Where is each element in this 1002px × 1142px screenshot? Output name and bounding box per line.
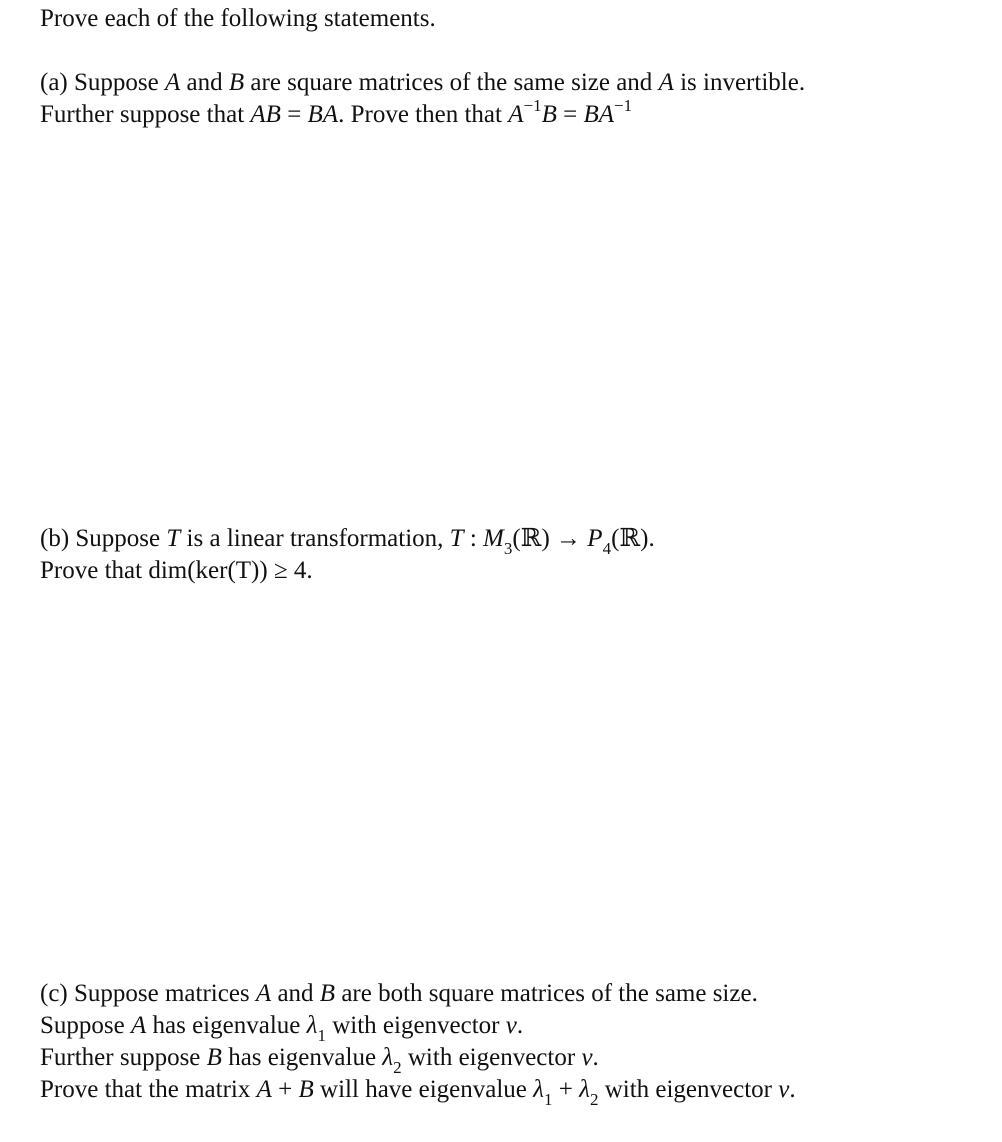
text: will have eigenvalue xyxy=(313,1076,534,1103)
text: (c) Suppose matrices xyxy=(40,980,256,1007)
text: . Prove then that xyxy=(338,101,509,128)
text: Further suppose xyxy=(40,1044,207,1071)
text: (a) Suppose xyxy=(40,69,165,96)
text: Further suppose that xyxy=(40,101,251,128)
inverse-exponent: −1 xyxy=(614,95,633,115)
subscript: 3 xyxy=(503,539,513,558)
text: Suppose xyxy=(40,1012,131,1039)
product-ba: BA xyxy=(583,101,615,128)
product-ba: BA xyxy=(307,101,339,128)
plus-sign: + xyxy=(552,1076,580,1103)
text: is a linear transformation, xyxy=(180,525,450,552)
polynomial-space-p: P xyxy=(587,525,603,552)
product-ab: AB xyxy=(250,101,281,128)
part-a-line-2 xyxy=(40,95,633,131)
part-c-line-3 xyxy=(40,1042,599,1077)
subscript: 4 xyxy=(602,539,612,558)
text: has eigenvalue xyxy=(221,1044,383,1071)
matrix-b: B xyxy=(319,980,336,1007)
period: . xyxy=(648,525,655,552)
matrix-b: B xyxy=(298,1076,314,1103)
text: (b) Suppose xyxy=(40,525,167,552)
matrix-a: A xyxy=(255,980,272,1007)
vector-v: v xyxy=(581,1044,593,1071)
real-field: (ℝ) xyxy=(611,525,649,552)
subscript: 2 xyxy=(589,1090,599,1109)
colon: : xyxy=(463,525,484,552)
lambda: λ xyxy=(533,1076,544,1103)
period: . xyxy=(789,1076,796,1103)
real-field: (ℝ) xyxy=(512,525,550,552)
text: are both square matrices of the same size. xyxy=(335,980,758,1007)
transformation-t: T xyxy=(166,525,181,552)
matrix-a: A xyxy=(164,69,181,96)
text: and xyxy=(271,980,320,1007)
matrix-b: B xyxy=(228,69,245,96)
intro-text: Prove each of the following statements. xyxy=(40,5,436,32)
part-b-line-2: Prove that dim(ker(T)) ≥ 4. xyxy=(40,557,313,584)
equals-sign: = xyxy=(280,101,308,128)
text: with eigenvector xyxy=(325,1012,506,1039)
text: has eigenvalue xyxy=(146,1012,307,1039)
plus-sign: + xyxy=(271,1076,299,1103)
part-a-line-1 xyxy=(40,67,805,99)
text: are square matrices of the same size and xyxy=(244,69,659,96)
vector-v: v xyxy=(505,1012,517,1039)
period: . xyxy=(516,1012,524,1039)
text: and xyxy=(180,69,229,96)
lambda: λ xyxy=(579,1076,590,1103)
equals-sign: = xyxy=(556,101,584,128)
part-b-line-1 xyxy=(40,523,655,558)
matrix-a: A xyxy=(658,69,674,96)
text: with eigenvector xyxy=(598,1076,779,1103)
subscript: 2 xyxy=(393,1058,402,1077)
matrix-a: A xyxy=(508,101,524,128)
matrix-space-m: M xyxy=(483,525,504,552)
text: with eigenvector xyxy=(401,1044,582,1071)
part-c-line-2 xyxy=(40,1010,524,1045)
matrix-b: B xyxy=(541,101,557,128)
subscript: 1 xyxy=(317,1026,326,1045)
matrix-b: B xyxy=(206,1044,222,1071)
inverse-exponent: −1 xyxy=(523,95,542,115)
lambda: λ xyxy=(306,1012,318,1039)
part-c-line-1 xyxy=(40,978,758,1010)
lambda: λ xyxy=(382,1044,394,1071)
matrix-a: A xyxy=(256,1076,272,1103)
text: is invertible. xyxy=(673,69,806,96)
subscript: 1 xyxy=(544,1090,553,1109)
arrow-icon: → xyxy=(549,525,588,552)
period: . xyxy=(592,1044,599,1071)
part-c-line-4 xyxy=(40,1074,796,1109)
text: Prove that the matrix xyxy=(40,1076,257,1103)
vector-v: v xyxy=(778,1076,790,1103)
matrix-a: A xyxy=(130,1012,147,1039)
transformation-t: T xyxy=(449,525,464,552)
